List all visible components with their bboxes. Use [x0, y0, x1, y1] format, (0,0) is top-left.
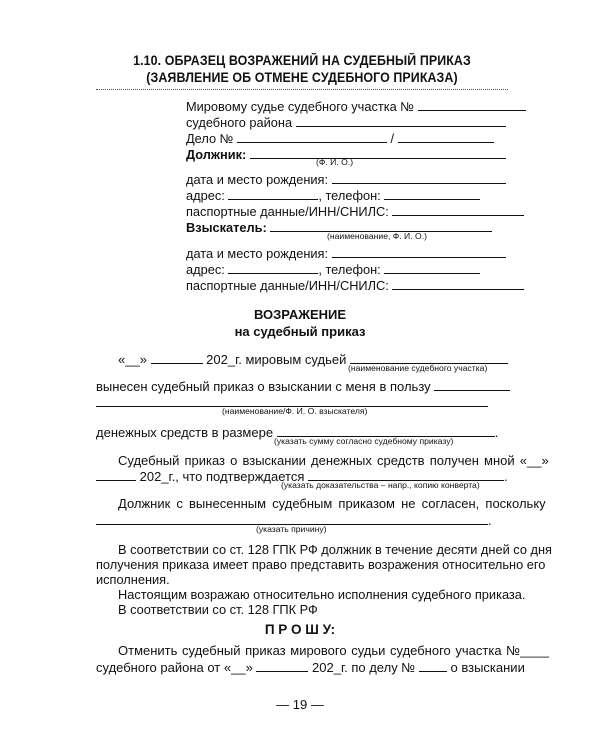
p9-case-blank[interactable] — [419, 660, 447, 672]
case-line — [186, 131, 494, 146]
p4-text: 202_г., что подтверждается — [139, 469, 305, 484]
debtor-passport-blank[interactable] — [392, 204, 524, 216]
creditor-birth-blank[interactable] — [332, 246, 506, 258]
p6-line-3: исполнения. — [96, 572, 170, 587]
judge-line — [186, 99, 526, 114]
debtor-name-blank[interactable] — [250, 147, 506, 159]
creditor-passport-line — [186, 278, 524, 293]
p9-text-b: 202_г. по делу № — [312, 660, 416, 675]
p1-caption: (наименование судебного участка) — [348, 363, 488, 373]
title-line-1: 1.10. ОБРАЗЕЦ ВОЗРАЖЕНИЙ НА СУДЕБНЫЙ ПРИКАЗ — [133, 53, 471, 68]
p3-period: . — [494, 425, 499, 440]
creditor-passport-blank[interactable] — [392, 278, 524, 290]
case-number-blank[interactable] — [237, 131, 387, 143]
page-title — [112, 52, 491, 86]
creditor-passport-label: паспортные данные/ИНН/СНИЛС: — [186, 278, 389, 293]
dotted-divider — [96, 89, 508, 90]
creditor-caption: (наименование, Ф. И. О.) — [327, 231, 427, 241]
debtor-address-blank[interactable] — [228, 188, 318, 200]
p9-line-2 — [96, 660, 525, 675]
district-blank[interactable] — [296, 115, 506, 127]
p1-day-blank: «__» — [118, 352, 147, 367]
creditor-address-label: адрес: — [186, 262, 225, 277]
creditor-phone-label: , телефон: — [318, 262, 381, 277]
request-heading: П Р О Ш У: — [264, 622, 336, 637]
p2-line — [96, 379, 510, 394]
district-label: судебного района — [186, 115, 293, 130]
p4-period: . — [503, 469, 508, 484]
p8-line: В соответствии со ст. 128 ГПК РФ — [118, 602, 318, 617]
debtor-caption: (Ф. И. О.) — [316, 157, 354, 167]
p9-month-blank[interactable] — [256, 660, 308, 672]
p4-month-blank[interactable] — [96, 469, 136, 481]
case-label: Дело № — [186, 131, 234, 146]
case-separator: / — [390, 131, 395, 146]
creditor-address-line — [186, 262, 480, 277]
debtor-label: Должник: — [186, 147, 247, 162]
p2-text: вынесен судебный приказ о взыскании с меня в пользу — [96, 379, 431, 394]
p9-text-c: о взыскании — [450, 660, 525, 675]
judge-label: Мировому судье судебного участка № — [186, 99, 414, 114]
p4-line-1: Судебный приказ о взыскании денежных средств получен мной «__» — [118, 453, 549, 468]
creditor-label: Взыскатель: — [186, 220, 267, 235]
p5-line-1: Должник с вынесенным судебным приказом не согласен, поскольку — [118, 496, 546, 511]
doc-heading-line-2: на судебный приказ — [234, 324, 366, 339]
debtor-phone-blank[interactable] — [384, 188, 480, 200]
debtor-birth-line — [186, 172, 506, 187]
debtor-address-label: адрес: — [186, 188, 225, 203]
page-number: — 19 — — [276, 697, 324, 712]
p1-text: 202_г. мировым судьей — [206, 352, 347, 367]
debtor-passport-line — [186, 204, 524, 219]
p6-line-2: получения приказа имеет право представить возражения относительно его — [96, 557, 546, 572]
p9-text-a: судебного района от «__» — [96, 660, 253, 675]
debtor-birth-label: дата и место рождения: — [186, 172, 329, 187]
p9-line-1: Отменить судебный приказ мирового судьи судебного участка №____ — [118, 643, 550, 658]
creditor-birth-line — [186, 246, 506, 261]
p5-caption: (указать причину) — [256, 524, 327, 534]
p7-line: Настоящим возражаю относительно исполнения судебного приказа. — [118, 587, 526, 602]
debtor-passport-label: паспортные данные/ИНН/СНИЛС: — [186, 204, 389, 219]
case-number-blank-2[interactable] — [398, 131, 494, 143]
creditor-birth-label: дата и место рождения: — [186, 246, 329, 261]
p4-caption: (указать доказательства – напр., копию конверта) — [281, 480, 480, 490]
p3-text: денежных средств в размере — [96, 425, 274, 440]
doc-heading-line-1: ВОЗРАЖЕНИЕ — [253, 307, 347, 322]
judge-section-blank[interactable] — [418, 99, 526, 111]
debtor-phone-label: , телефон: — [318, 188, 381, 203]
doc-heading — [0, 306, 600, 340]
debtor-address-line — [186, 188, 480, 203]
creditor-address-blank[interactable] — [228, 262, 318, 274]
p3-caption: (указать сумму согласно судебному приказу) — [274, 436, 454, 446]
p2-caption: (наименование/Ф. И. О. взыскателя) — [222, 406, 368, 416]
district-line — [186, 115, 506, 130]
title-line-2: (ЗАЯВЛЕНИЕ ОБ ОТМЕНЕ СУДЕБНОГО ПРИКАЗА) — [146, 70, 458, 85]
creditor-phone-blank[interactable] — [384, 262, 480, 274]
p6-line-1: В соответствии со ст. 128 ГПК РФ должник в течение десяти дней со дня — [118, 542, 552, 557]
p2-creditor-blank[interactable] — [434, 379, 510, 391]
p1-month-blank[interactable] — [151, 352, 203, 364]
debtor-birth-blank[interactable] — [332, 172, 506, 184]
p5-period: . — [488, 513, 492, 528]
